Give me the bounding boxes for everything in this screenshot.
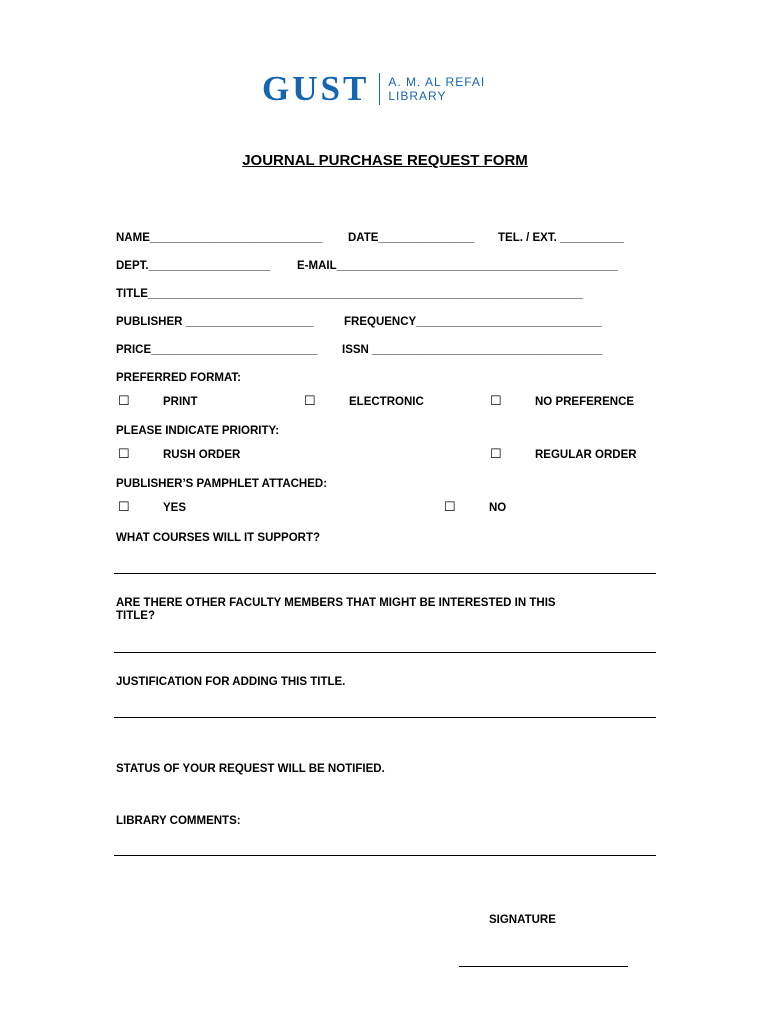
gust-library-logo: [262, 70, 485, 108]
preferred-format-label: PREFERRED FORMAT:: [116, 372, 242, 384]
justification-answer-line[interactable]: [114, 717, 656, 718]
tel-ext-field[interactable]: TEL. / EXT. __________: [498, 232, 624, 244]
no-checkbox[interactable]: ☐: [444, 499, 456, 514]
library-comments-label: LIBRARY COMMENTS:: [116, 815, 241, 827]
no-preference-option-label: NO PREFERENCE: [535, 396, 635, 408]
justification-question: JUSTIFICATION FOR ADDING THIS TITLE.: [116, 676, 346, 688]
regular-order-label: REGULAR ORDER: [535, 449, 637, 461]
logo-line-2: LIBRARY: [388, 89, 447, 103]
faculty-question-line-1: ARE THERE OTHER FACULTY MEMBERS THAT MIGHT BE INTERESTED IN THIS: [116, 597, 556, 609]
date-field[interactable]: DATE_______________: [348, 232, 475, 244]
title-field[interactable]: TITLE____________________________________________________________________: [116, 288, 583, 300]
rush-order-label: RUSH ORDER: [163, 449, 241, 461]
frequency-field[interactable]: FREQUENCY_____________________________: [344, 316, 602, 328]
email-field[interactable]: E-MAIL____________________________________________: [297, 260, 619, 272]
publisher-field[interactable]: PUBLISHER ____________________: [116, 316, 314, 328]
status-note: STATUS OF YOUR REQUEST WILL BE NOTIFIED.: [116, 763, 385, 775]
priority-label: PLEASE INDICATE PRIORITY:: [116, 425, 280, 437]
issn-field[interactable]: ISSN ____________________________________: [342, 344, 603, 356]
price-field[interactable]: PRICE__________________________: [116, 344, 318, 356]
signature-line[interactable]: [459, 966, 628, 967]
logo-divider: [379, 73, 380, 105]
faculty-question-line-2: TITLE?: [116, 610, 155, 622]
electronic-checkbox[interactable]: ☐: [304, 393, 316, 408]
courses-question: WHAT COURSES WILL IT SUPPORT?: [116, 532, 321, 544]
logo-subtitle: [388, 75, 485, 103]
no-preference-checkbox[interactable]: ☐: [490, 393, 502, 408]
electronic-option-label: ELECTRONIC: [349, 396, 424, 408]
signature-label: SIGNATURE: [489, 914, 556, 926]
pamphlet-label: PUBLISHER’S PAMPHLET ATTACHED:: [116, 478, 328, 490]
dept-field[interactable]: DEPT.___________________: [116, 260, 271, 272]
print-checkbox[interactable]: ☐: [118, 393, 130, 408]
yes-label: YES: [163, 502, 187, 514]
print-option-label: PRINT: [163, 396, 198, 408]
faculty-answer-line[interactable]: [114, 652, 656, 653]
regular-order-checkbox[interactable]: ☐: [490, 446, 502, 461]
library-comments-line[interactable]: [114, 855, 656, 856]
logo-mark: GUST: [262, 69, 370, 108]
form-title: JOURNAL PURCHASE REQUEST FORM: [242, 152, 528, 169]
logo-line-1: A. M. AL REFAI: [388, 75, 486, 89]
courses-answer-line[interactable]: [114, 573, 656, 574]
yes-checkbox[interactable]: ☐: [118, 499, 130, 514]
name-field[interactable]: NAME___________________________: [116, 232, 323, 244]
no-label: NO: [489, 502, 507, 514]
rush-order-checkbox[interactable]: ☐: [118, 446, 130, 461]
